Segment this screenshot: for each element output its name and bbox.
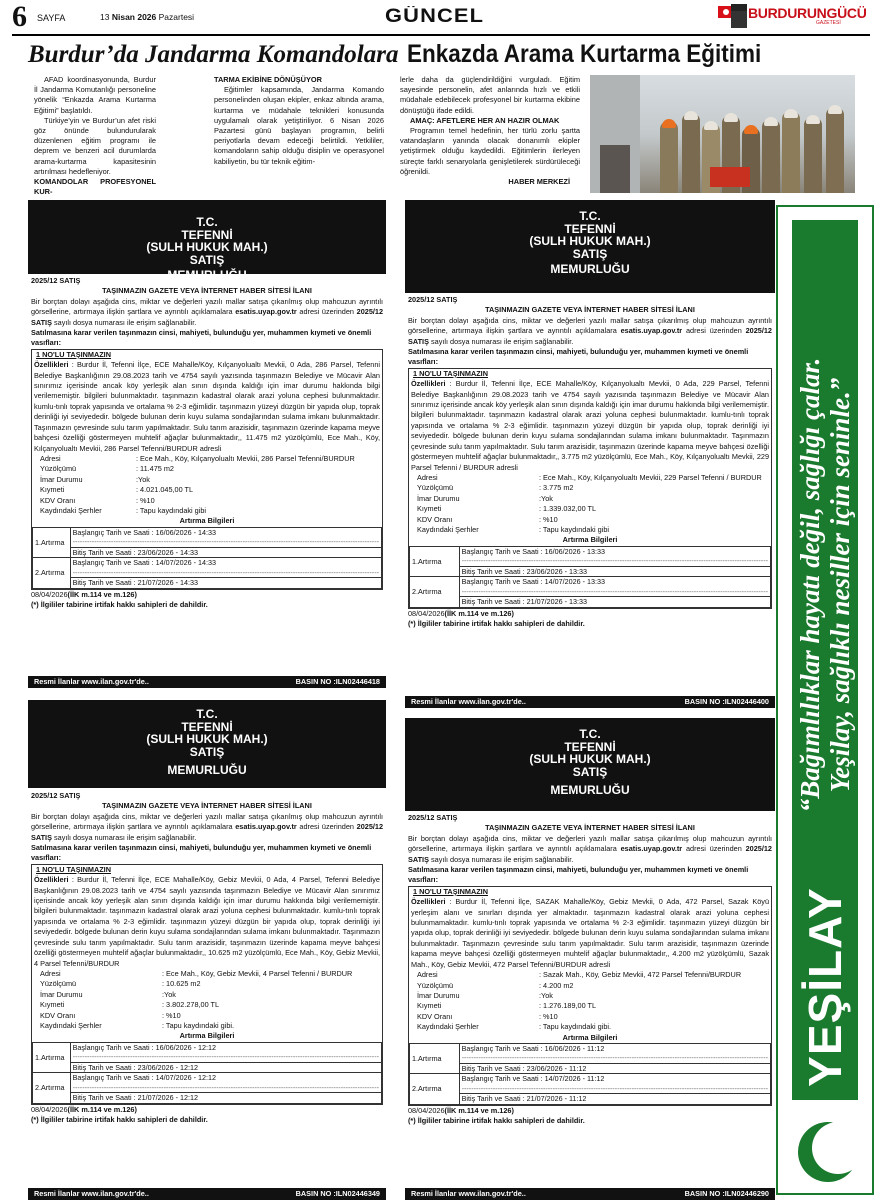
vat-label: KDV Oranı: [417, 514, 453, 524]
auction-table: [409, 1043, 771, 1105]
intro-site: esatis.uyap.gov.tr: [620, 844, 683, 854]
auction-round-label: 2.Artırma: [410, 1074, 460, 1105]
headline-bold: Enkazda Arama Kurtarma Eğitimi: [406, 40, 762, 68]
end-datetime: 23/06/2026 - 12:12: [137, 1062, 198, 1072]
records-label: Kaydındaki Şerhler: [40, 1020, 102, 1030]
end-label: Bitiş Tarih ve Saati :: [72, 1093, 136, 1103]
area-label: Yüzölçümü: [417, 980, 454, 990]
notice-file: 2025/12 SATIŞ: [31, 791, 81, 800]
article-paragraph: Türkiye’yin ve Burdur’un afet riski göz önünde bulundurularak düzenlenen eğitim programı ile deprem ve benzeri acil durumlarda arama-kurtarma kapasitesinin artırılması hedefleniyor.: [34, 115, 156, 176]
article-paragraph: Eğitimler kapsamında, Jandarma Komando personelinden oluşan ekipler, enkaz altında arama, kurtarma ve müdahale teknikleri konusunda uygulamalı olarak yetiştiriliyor. 6 Nisan 2026 Pazartesi günü başlayan programın, belirli periyotlarla devam edeceği belirtildi. Yetkililer, komandoların sahip olduğu disiplin ve operasyonel kabiliyetin, bu tür teknik eğitim-: [214, 85, 384, 166]
press-number: BASIN NO :ILN02446400: [684, 697, 769, 706]
features-label: Özellikleri: [34, 875, 69, 885]
crescent-icon: [790, 1110, 862, 1190]
notice-note: (*) İlgililer tabirine irtifak hakkı sahipleri de dahildir.: [31, 600, 208, 610]
article-subheading: AMAÇ: AFETLERE HER AN HAZIR OLMAK: [410, 115, 560, 125]
auction-end: [70, 547, 381, 558]
records-label: Kaydındaki Şerhler: [417, 1022, 479, 1032]
auction-table: [32, 1042, 382, 1104]
notice-note: (*) İlgililer tabirine irtifak hakkı sahipleri de dahildir.: [408, 1116, 585, 1126]
article-paragraph: AFAD koordinasyonunda, Burdur İl Jandarma Komutanlığı personeline yönelik “Enkazda Arama Kurtarma Eğitimi” başlatıldı.: [34, 75, 156, 115]
notice-header-line: SATIŞ: [189, 744, 225, 759]
zoning-label: İmar Durumu: [40, 474, 83, 484]
issue-date: [100, 12, 194, 22]
law-ref: (İİK m.114 ve m.126): [67, 589, 137, 599]
notice-footer: [28, 1188, 386, 1200]
law-ref: (İİK m.114 ve m.126): [444, 1105, 514, 1115]
property-box: [31, 349, 383, 590]
notice-intro: [31, 812, 383, 843]
property-number: 1 NO'LU TAŞINMAZIN: [413, 886, 488, 896]
article-subheading: TARMA EKİBİNE DÖNÜŞÜYOR: [214, 75, 322, 84]
start-datetime: 14/07/2026 - 14:33: [155, 558, 216, 568]
zoning-value: :Yok: [162, 989, 176, 999]
zoning-label: İmar Durumu: [417, 493, 460, 503]
notice-title: TAŞINMAZIN GAZETE VEYA İNTERNET HABER SİTESİ İLANI: [485, 305, 695, 315]
notice-header-line: (SULH HUKUK MAH.): [146, 240, 268, 254]
header-rule: [12, 34, 870, 36]
auction-end: [459, 1063, 770, 1074]
auction-round-label: 2.Artırma: [410, 577, 460, 608]
notice-header-line: TEFENNİ: [564, 739, 616, 754]
intro-file: 2025/12 SATIŞ: [31, 822, 384, 842]
features-text: : Burdur İl, Tefenni İlçe, ECE Mahalle/Köy, Kılçanyolualtı Mevkii, 0 Ada, 286 Parsel, Tefenni Belediye Başkanlığının 29.08.2023 tarih ve 4754 sayılı yazısında taşınmazın Belediye ve Mücavir Alan sınırımız içerisinde ancak köy yerleşik alan sınırı dışında kaldığı için imar durumu hakkında bilgi verilememiştir. bilgileri bulunmaktadır. taşınmazın kadastral olarak arazi yoluna cephesi bulunmaktadır. kumlu-tınlı toprak yapısında ve ortalama % 2-3 eğimlidir. taşınmazın yüzeyi düzgün bir yapıda olup, toprak derinliği iyi seviyededir. bölgede bulunan derin kuyu sulama sondajlarından sulama imkanı bulunmaktadır. Taşınmazın çevresinde sulu tarım yapılmaktadır. Sulu tarım arazisidir, taşınmazın üzerinde kapama meyve bahçesi özelliği göstermeyen muhtelif ağaçlar bulunmaktadır,, 11.475 m2 yüzölçümlü, Ece Mah., Köy, Kılçanyolualtı Mevkii, 286 Parsel Tefenni/BURDUR adresli: [34, 360, 380, 453]
value-label: Kıymeti: [417, 504, 442, 514]
headline-italic: Burdur’da Jandarma Komandolara: [28, 41, 399, 68]
start-datetime: 14/07/2026 - 13:33: [544, 577, 605, 587]
intro-site: esatis.uyap.gov.tr: [235, 822, 297, 832]
address-label: Adresi: [40, 453, 61, 463]
page-word: SAYFA: [37, 13, 66, 23]
date-text: 08/04/2026: [408, 1105, 445, 1115]
area-value: : 11.475 m2: [136, 464, 174, 474]
start-label: Başlangıç Tarih ve Saati :: [461, 577, 543, 587]
auction-start: [459, 1074, 770, 1094]
auction-end: [70, 1062, 381, 1073]
intro-text: sayılı dosya numarası ile erişim sağlanabilir.: [430, 336, 574, 346]
date-text: 08/04/2026: [31, 1104, 68, 1114]
notice-intro: [408, 316, 772, 347]
auction-notice-2: [405, 200, 775, 708]
article-paragraph: Programın temel hedefinin, her türlü zorlu şartta vatandaşların yanında olacak donanımlı ekipler yetiştirmek olduğu kaydedildi. Eğitimlerin ilerleyen süreçte farklı senaryolarla genişletilerek sürdürüleceği öğrenildi.: [400, 126, 580, 176]
auction-start: [70, 1042, 381, 1062]
desc-heading: Satılmasına karar verilen taşınmazın cinsi, mahiyeti, bulunduğu yer, muhammen kıymeti ve önemli vasıfları:: [31, 843, 372, 863]
auction-notice-3: [28, 700, 386, 1200]
value-amount: : 4.021.045,00 TL: [136, 485, 194, 495]
notice-header-line: T.C.: [579, 727, 601, 741]
article-headline: [28, 40, 801, 70]
logo-wordmark: BURDURUNGÜCÜ: [748, 5, 867, 21]
address-value: : Ece Mah., Köy, Gebiz Mevkii, 4 Parsel Tefenni / BURDUR: [162, 968, 353, 978]
vat-value: : %10: [136, 495, 155, 505]
section-title: GÜNCEL: [385, 6, 485, 27]
auction-round-label: 1.Artırma: [33, 527, 71, 558]
property-box: [408, 886, 772, 1106]
yesilay-brand-panel: [792, 860, 858, 1100]
auction-notice-1: [28, 200, 386, 688]
notice-intro: [31, 297, 383, 328]
value-label: Kıymeti: [40, 485, 65, 495]
vat-label: KDV Oranı: [417, 1011, 453, 1021]
notice-header: [405, 200, 775, 293]
auction-start: [459, 546, 770, 566]
vat-value: : %10: [162, 1010, 181, 1020]
law-ref: (İİK m.114 ve m.126): [444, 608, 514, 618]
page-number: 6: [12, 0, 27, 33]
article-subheading: KOMANDOLAR PROFESYONEL KUR-: [34, 177, 156, 197]
yesilay-quote-panel: [792, 220, 858, 920]
notice-header: [405, 718, 775, 811]
notice-title: TAŞINMAZIN GAZETE VEYA İNTERNET HABER SİTESİ İLANI: [102, 801, 312, 811]
start-label: Başlangıç Tarih ve Saati :: [72, 527, 154, 537]
intro-site: esatis.uyap.gov.tr: [620, 326, 683, 336]
vat-label: KDV Oranı: [40, 1010, 76, 1020]
notice-file: 2025/12 SATIŞ: [408, 813, 458, 822]
intro-file: 2025/12 SATIŞ: [31, 307, 384, 327]
page-header: [0, 0, 881, 38]
footer-site: Resmi İlanlar www.ilan.gov.tr'de..: [411, 697, 526, 706]
area-label: Yüzölçümü: [417, 483, 454, 493]
area-label: Yüzölçümü: [40, 979, 77, 989]
dash-line: --------------------------------------------------------------------------------------------------------------------------------: [461, 586, 768, 596]
features-text: : Burdur İl, Tefenni İlçe, ECE Mahalle/Köy, Gebiz Mevkii, 0 Ada, 4 Parsel, Tefenni Belediye Başkanlığının 29.08.2023 tarih ve 4754 sayılı yazısında taşınmazın Belediye ve Mücavir Alan sınırımız içerisinde ancak köy yerleşik alan sınırı dışında kaldığı için imar durumu hakkında bilgi verilememiştir. bilgileri bulunmaktadır. taşınmazın kadastral olarak arazi yoluna cephesi bulunmaktadır. kumlu-tınlı toprak yapısında ve ortalama % 2-3 eğimlidir. taşınmazın yüzeyi düzgün bir yapıda olup, toprak derinliği iyi seviyededir. bölgede bulunan derin kuyu sulama sondajlarından sulama imkanı bulunmaktadır. Taşınmazın çevresinde sulu tarım yapılmaktadır. Sulu tarım arazisidir, taşınmazın üzerinde kapama meyve bahçesi özelliği göstermeyen muhtelif ağaçlar bulunmaktadır,, 10.625 m2 yüzölçümlü, Ece Mah., Köy, Gebiz Mevkii, 4 Parsel Tefenni/BURDUR: [34, 875, 380, 968]
start-datetime: 16/06/2026 - 12:12: [155, 1042, 216, 1052]
yesilay-wordmark: YEŞİLAY: [799, 887, 851, 1087]
article-paragraph: lerle daha da güçlendirildiğini vurguladı. Eğitim sayesinde personelin, afet anlarında hızlı ve etkili müdahale edebilecek profesyonel bir kurtarma ekibine dönüştüğü ifade edildi.: [400, 75, 580, 115]
auction-heading: Artırma Bilgileri: [562, 1032, 618, 1042]
auction-end: [459, 1094, 770, 1105]
end-datetime: 23/06/2026 - 11:12: [526, 1063, 587, 1073]
notice-header: [28, 700, 386, 788]
auction-round-label: 1.Artırma: [33, 1042, 71, 1073]
end-datetime: 21/07/2026 - 13:33: [526, 597, 587, 607]
records-value: : Tapu kaydındaki gibi.: [162, 1020, 235, 1030]
article-column-2: [214, 75, 384, 167]
records-label: Kaydındaki Şerhler: [417, 524, 479, 534]
property-number: 1 NO'LU TAŞINMAZIN: [36, 349, 111, 359]
area-value: : 4.200 m2: [539, 980, 574, 990]
end-datetime: 23/06/2026 - 13:33: [526, 566, 587, 576]
dash-line: --------------------------------------------------------------------------------------------------------------------------------: [461, 1053, 768, 1063]
notice-header-line: T.C.: [196, 707, 218, 721]
founder-portrait-icon: [731, 4, 747, 28]
desc-heading: Satılmasına karar verilen taşınmazın cinsi, mahiyeti, bulunduğu yer, muhammen kıymeti ve önemli vasıfları:: [408, 865, 749, 885]
start-datetime: 16/06/2026 - 14:33: [155, 527, 216, 537]
date-day-number: 13: [100, 12, 110, 22]
notice-date: [408, 1106, 772, 1116]
zoning-label: İmar Durumu: [417, 990, 460, 1000]
press-number: BASIN NO :ILN02446418: [295, 677, 380, 686]
article-byline: HABER MERKEZİ: [508, 177, 570, 187]
auction-start: [70, 558, 381, 578]
end-label: Bitiş Tarih ve Saati :: [461, 597, 525, 607]
end-label: Bitiş Tarih ve Saati :: [461, 1063, 525, 1073]
intro-text: adresi üzerinden: [685, 844, 742, 854]
desc-heading: Satılmasına karar verilen taşınmazın cinsi, mahiyeti, bulunduğu yer, muhammen kıymeti ve önemli vasıfları:: [408, 347, 749, 367]
start-label: Başlangıç Tarih ve Saati :: [72, 1042, 154, 1052]
start-label: Başlangıç Tarih ve Saati :: [72, 558, 154, 568]
notice-header-line: MEMURLUĞU: [550, 783, 630, 797]
records-label: Kaydındaki Şerhler: [40, 505, 102, 515]
law-ref: (İİK m.114 ve m.126): [67, 1104, 137, 1114]
vat-value: : %10: [539, 1011, 558, 1021]
value-label: Kıymeti: [417, 1001, 442, 1011]
auction-end: [70, 1093, 381, 1104]
auction-notice-4: [405, 718, 775, 1200]
zoning-value: :Yok: [136, 474, 150, 484]
start-datetime: 14/07/2026 - 12:12: [155, 1073, 216, 1083]
notice-intro: [408, 834, 772, 865]
address-value: : Sazak Mah., Köy, Gebiz Mevkii, 472 Parsel Tefenni/BURDUR: [539, 970, 742, 980]
dash-line: --------------------------------------------------------------------------------------------------------------------------------: [72, 537, 379, 547]
auction-round-label: 1.Artırma: [410, 546, 460, 577]
auction-start: [459, 1043, 770, 1063]
logo-subtitle: GAZETESİ: [816, 20, 841, 26]
notice-header-line: MEMURLUĞU: [550, 262, 630, 276]
features-label: Özellikleri: [34, 360, 69, 370]
property-box: [31, 864, 383, 1105]
intro-text: adresi üzerinden: [299, 307, 354, 317]
notice-title: TAŞINMAZIN GAZETE VEYA İNTERNET HABER SİTESİ İLANI: [102, 286, 312, 296]
value-label: Kıymeti: [40, 1000, 65, 1010]
notice-date: [408, 609, 772, 619]
article-photo: [590, 75, 855, 193]
auction-round-label: 2.Artırma: [33, 1073, 71, 1104]
footer-site: Resmi İlanlar www.ilan.gov.tr'de..: [411, 1189, 526, 1198]
auction-heading: Artırma Bilgileri: [179, 1031, 235, 1041]
zoning-value: :Yok: [539, 493, 553, 503]
notice-header-line: SATIŞ: [572, 764, 608, 779]
value-amount: : 1.276.189,00 TL: [539, 1001, 597, 1011]
intro-text: Bir borçtan dolayı aşağıda cins, miktar ve değerleri yazılı mallar satışa çıkarılmış olup mahcuzun ayrıntılı görsellerine, artırmaya ilişkin şartlara ve ayrıntılı açıklamalara: [408, 833, 772, 854]
notice-header-line: (SULH HUKUK MAH.): [529, 234, 651, 248]
notice-note: (*) İlgililer tabirine irtifak hakkı sahipleri de dahildir.: [31, 1115, 208, 1125]
end-label: Bitiş Tarih ve Saati :: [72, 1062, 136, 1072]
intro-text: sayılı dosya numarası ile erişim sağlanabilir.: [430, 854, 574, 864]
dash-line: --------------------------------------------------------------------------------------------------------------------------------: [72, 567, 379, 577]
notice-header-line: TEFENNİ: [564, 221, 616, 236]
intro-text: adresi üzerinden: [685, 326, 742, 336]
end-datetime: 21/07/2026 - 14:33: [137, 578, 198, 588]
notice-header-line: T.C.: [579, 209, 601, 223]
dash-line: --------------------------------------------------------------------------------------------------------------------------------: [72, 1052, 379, 1062]
auction-end: [459, 566, 770, 577]
vat-label: KDV Oranı: [40, 495, 76, 505]
notice-header-line: SATIŞ: [572, 246, 608, 261]
start-label: Başlangıç Tarih ve Saati :: [461, 546, 543, 556]
features-text: : Burdur İl, Tefenni İlçe, ECE Mahalle/Köy, Kılçanyolualtı Mevkii, 0 Ada, 229 Parsel, Tefenni Belediye Başkanlığının 29.08.2023 tarih ve 4754 sayılı yazısında taşınmazın Belediye ve Mücavir Alan sınırımız içerisinde ancak köy yerleşik alan sınırı dışında kaldığı için imar durumu hakkında bilgi verilememiştir. bilgileri bulunmaktadır. taşınmazın kadastral olarak arazi yoluna cephesi bulunmaktadır. kumlu-tınlı toprak yapısında ve ortalama % 2-3 eğimlidir. taşınmazın yüzeyi düzgün bir yapıda olup, toprak derinliği iyi seviyededir. bölgede bulunan derin kuyu sulama sondajlarından sulama imkanı bulunmaktadır. Taşınmazın çevresinde sulu tarım yapılmaktadır. Sulu tarım arazisidir, taşınmazın üzerinde kapama meyve bahçesi özelliği göstermeyen muhtelif ağaçlar bulunmaktadır,, 3.775 m2 yüzölçümlü, Ece Mah., Köy, Kılçanyolualtı Mevkii, 229 Parsel Tefenni / BURDUR adresli: [411, 379, 769, 472]
notice-date: [31, 1105, 383, 1115]
auction-end: [70, 578, 381, 589]
auction-heading: Artırma Bilgileri: [562, 535, 618, 545]
property-number: 1 NO'LU TAŞINMAZIN: [36, 864, 111, 874]
notice-header-line: TEFENNİ: [181, 719, 233, 734]
footer-site: Resmi İlanlar www.ilan.gov.tr'de..: [34, 1189, 149, 1198]
start-datetime: 14/07/2026 - 11:12: [544, 1074, 605, 1084]
notice-header-line: MEMURLUĞU: [167, 763, 247, 777]
area-label: Yüzölçümü: [40, 464, 77, 474]
date-month-year: Nisan 2026: [111, 12, 157, 22]
auction-round-label: 1.Artırma: [410, 1043, 460, 1074]
address-label: Adresi: [417, 970, 438, 980]
features-label: Özellikleri: [411, 379, 446, 389]
intro-text: sayılı dosya numarası ile erişim sağlanabilir.: [53, 832, 197, 842]
start-label: Başlangıç Tarih ve Saati :: [461, 1074, 543, 1084]
notice-header-line: (SULH HUKUK MAH.): [529, 752, 651, 766]
date-weekday: Pazartesi: [158, 12, 195, 22]
article-column-1: [34, 75, 156, 197]
vat-value: : %10: [539, 514, 558, 524]
dash-line: --------------------------------------------------------------------------------------------------------------------------------: [461, 1083, 768, 1093]
press-number: BASIN NO :ILN02446349: [295, 1189, 380, 1198]
intro-file: 2025/12 SATIŞ: [408, 326, 772, 346]
newspaper-logo: [718, 4, 878, 30]
end-label: Bitiş Tarih ve Saati :: [72, 578, 136, 588]
auction-table: [409, 546, 771, 608]
quote-line: “Bağımlılıklar hayatı değil, sağlığı çalar.: [795, 357, 825, 813]
records-value: : Tapu kaydındaki gibi: [539, 524, 610, 534]
end-label: Bitiş Tarih ve Saati :: [461, 566, 525, 576]
features-label: Özellikleri: [411, 897, 446, 907]
area-value: : 10.625 m2: [162, 979, 201, 989]
records-value: : Tapu kaydındaki gibi: [136, 505, 207, 515]
address-label: Adresi: [40, 968, 61, 978]
auction-heading: Artırma Bilgileri: [179, 516, 235, 526]
notice-footer: [405, 696, 775, 708]
property-number: 1 NO'LU TAŞINMAZIN: [413, 368, 488, 378]
zoning-label: İmar Durumu: [40, 989, 83, 999]
end-datetime: 21/07/2026 - 12:12: [137, 1093, 198, 1103]
start-label: Başlangıç Tarih ve Saati :: [461, 1043, 543, 1053]
notice-date: [31, 590, 383, 600]
desc-heading: Satılmasına karar verilen taşınmazın cinsi, mahiyeti, bulunduğu yer, muhammen kıymeti ve önemli vasıfları:: [31, 328, 372, 348]
records-value: : Tapu kaydındaki gibi.: [539, 1022, 612, 1032]
notice-footer: [28, 676, 386, 688]
notice-note: (*) İlgililer tabirine irtifak hakkı sahipleri de dahildir.: [408, 619, 585, 629]
start-datetime: 16/06/2026 - 11:12: [544, 1043, 605, 1053]
area-value: : 3.775 m2: [539, 483, 574, 493]
dash-line: --------------------------------------------------------------------------------------------------------------------------------: [72, 1082, 379, 1092]
auction-start: [459, 577, 770, 597]
address-label: Adresi: [417, 472, 438, 482]
zoning-value: :Yok: [539, 990, 553, 1000]
end-datetime: 21/07/2026 - 11:12: [526, 1094, 587, 1104]
article-column-3: [400, 75, 580, 187]
property-box: [408, 368, 772, 609]
features-text: : Burdur İl, Tefenni İlçe, SAZAK Mahalle/Köy, Gebiz Mevkii, 0 Ada, 472 Parsel, Sazak Köyü yerleşim alanı ve sınırları dışında yer almaktadır. taşınmazın kadastral olarak arazi yoluna cephesi bulunmamaktadır. kumlu-tınlı toprak yapısında ve ortalama % 2-3 eğimlidir. taşınmazın yüzeyi düzgün bir yapıda olup, toprak derinliği iyi seviyededir. bölgede bulunan derin kuyu sulama sondajlarından sulama imkanı bulunmaktadır. Taşınmazın çevresinde sulu tarım yapılmaktadır. Sulu tarım arazisidir, taşınmazın üzerinde kapama meyve bahçesi özelliği göstermeyen muhtelif ağaçlar bulunmaktadır,, 4.200 m2 yüzölçümlü, Sazak Mah., Köy, Gebiz Mevkii, 472 Parsel Tefenni/BURDUR adresli: [411, 897, 770, 969]
dash-line: --------------------------------------------------------------------------------------------------------------------------------: [461, 556, 768, 566]
date-text: 08/04/2026: [408, 608, 445, 618]
intro-text: Bir borçtan dolayı aşağıda cins, miktar ve değerleri yazılı mallar satışa çıkarılmış olup mahcuzun ayrıntılı görsellerine, artırmaya ilişkin şartlara ve ayrıntılı açıklamalara: [31, 296, 383, 317]
intro-text: Bir borçtan dolayı aşağıda cins, miktar ve değerleri yazılı mallar satışa çıkarılmış olup mahcuzun ayrıntılı görsellerine, artırmaya ilişkin şartlara ve ayrıntılı açıklamalara: [408, 315, 772, 336]
value-amount: : 1.339.032,00 TL: [539, 504, 597, 514]
yesilay-quote: [795, 229, 855, 941]
notice-header-line: (SULH HUKUK MAH.): [146, 732, 268, 746]
auction-start: [70, 1073, 381, 1093]
end-label: Bitiş Tarih ve Saati :: [461, 1094, 525, 1104]
press-number: BASIN NO :ILN02446290: [684, 1189, 769, 1198]
end-label: Bitiş Tarih ve Saati :: [72, 547, 136, 557]
start-label: Başlangıç Tarih ve Saati :: [72, 1073, 154, 1083]
intro-text: adresi üzerinden: [299, 822, 354, 832]
notice-header-line: MEMURLUĞU: [167, 268, 247, 282]
address-value: : Ece Mah., Köy, Kılçanyolualtı Mevkii, 286 Parsel Tefenni/BURDUR: [136, 453, 355, 463]
intro-text: Bir borçtan dolayı aşağıda cins, miktar ve değerleri yazılı mallar satışa çıkarılmış olup mahcuzun ayrıntılı görsellerine, artırmaya ilişkin şartlara ve ayrıntılı açıklamalara: [31, 811, 383, 832]
notice-file: 2025/12 SATIŞ: [31, 276, 81, 285]
footer-site: Resmi İlanlar www.ilan.gov.tr'de..: [34, 677, 149, 686]
auction-end: [459, 597, 770, 608]
notice-header-line: SATIŞ: [189, 252, 225, 267]
quote-line: Yeşilay, sağlıklı nesiller için seninle.”: [825, 377, 855, 793]
notice-title: TAŞINMAZIN GAZETE VEYA İNTERNET HABER SİTESİ İLANI: [485, 823, 695, 833]
end-datetime: 23/06/2026 - 14:33: [137, 547, 198, 557]
notice-footer: [405, 1188, 775, 1200]
notice-header-line: TEFENNİ: [181, 227, 233, 242]
date-text: 08/04/2026: [31, 589, 68, 599]
intro-file: 2025/12 SATIŞ: [408, 844, 772, 864]
value-amount: : 3.802.278,00 TL: [162, 1000, 220, 1010]
intro-site: esatis.uyap.gov.tr: [235, 307, 297, 317]
auction-start: [70, 527, 381, 547]
auction-table: [32, 527, 382, 589]
notice-file: 2025/12 SATIŞ: [408, 295, 458, 304]
address-value: : Ece Mah., Köy, Kılçanyolualtı Mevkii, 229 Parsel Tefenni / BURDUR: [539, 472, 762, 482]
auction-round-label: 2.Artırma: [33, 558, 71, 589]
intro-text: sayılı dosya numarası ile erişim sağlanabilir.: [53, 317, 197, 327]
start-datetime: 16/06/2026 - 13:33: [544, 546, 605, 556]
notice-header-line: T.C.: [196, 215, 218, 229]
